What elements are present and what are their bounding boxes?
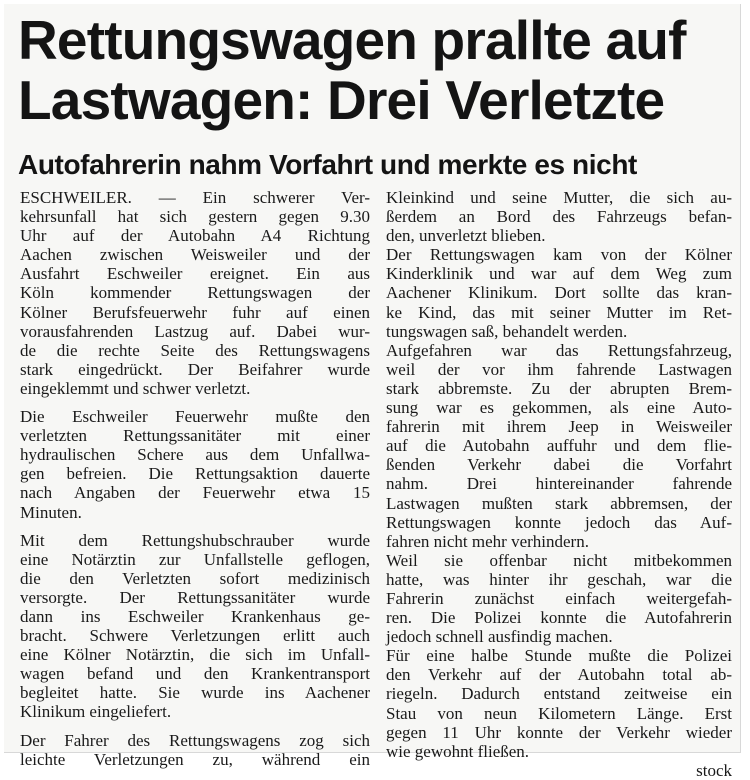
- text-line: nach Angaben der Feuerwehr etwa 15: [20, 483, 370, 503]
- text-line: begleitet hatte. Sie wurde ins Aachener: [20, 683, 370, 703]
- text-line: wie gewohnt fließen.: [386, 741, 530, 761]
- text-line: Fahrerin zunächst einfach weitergefah-: [386, 588, 732, 608]
- paragraph: [386, 341, 732, 551]
- headline-line-1: Rettungswagen prallte auf: [18, 9, 686, 71]
- text-line: Aufgefahren war das Rettungsfahrzeug,: [386, 340, 732, 360]
- text-line: hatte, was hinter ihr geschah, war die: [386, 569, 732, 589]
- text-line: Kölner Berufsfeuerwehr fuhr auf einen: [20, 302, 370, 322]
- text-line: den Verkehr auf der Autobahn total ab-: [386, 665, 732, 685]
- text-line: kehrsunfall hat sich gestern gegen 9.30: [20, 207, 370, 227]
- text-line: Kleinkind und seine Mutter, die sich au-: [386, 188, 732, 207]
- paragraph: [386, 646, 732, 761]
- text-line: Kinderklinik und war auf dem Weg zum: [386, 264, 732, 284]
- byline-paragraph: [386, 761, 732, 780]
- byline: stock: [696, 760, 732, 780]
- article-column-right: [386, 188, 732, 780]
- article-column-left: [20, 188, 370, 769]
- text-line: Aachen zwischen Weisweiler und der: [20, 245, 370, 265]
- text-line: de die rechte Seite des Rettungswagens: [20, 340, 370, 360]
- text-line: Ausfahrt Eschweiler ereignet. Ein aus: [20, 264, 370, 284]
- paragraph: [20, 531, 370, 722]
- text-line: Minuten.: [20, 502, 82, 522]
- text-line: Der Rettungswagen kam von der Kölner: [386, 245, 732, 265]
- text-line: Aachener Klinikum. Dort sollte das kran-: [386, 283, 732, 303]
- text-line: Für eine halbe Stunde mußte die Polizei: [386, 646, 732, 666]
- text-line: Weil sie offenbar nicht mitbekommen: [386, 550, 732, 570]
- text-line: wagen befand und den Krankentransport: [20, 664, 370, 684]
- paragraph: [20, 731, 370, 769]
- subheadline: Autofahrerin nahm Vorfahrt und merkte es nicht: [18, 149, 637, 180]
- text-line: bracht. Schwere Verletzungen erlitt auch: [20, 626, 370, 646]
- text-line: dann ins Eschweiler Krankenhaus ge-: [20, 606, 370, 626]
- paragraph: [20, 188, 370, 398]
- text-line: ßerdem an Bord des Fahrzeugs befan-: [386, 207, 732, 227]
- text-line: vorausfahrenden Lastzug auf. Dabei wur-: [20, 321, 370, 341]
- text-line: gen befreien. Die Rettungsaktion dauerte: [20, 464, 370, 484]
- text-line: Uhr auf der Autobahn A4 Richtung: [20, 226, 370, 246]
- text-line: Köln kommender Rettungswagen der: [20, 283, 370, 303]
- text-line: die den Verletzten sofort medizinisch: [20, 568, 370, 588]
- text-line: ESCHWEILER. — Ein schwerer Ver-: [20, 188, 370, 207]
- text-line: ßenden Verkehr dabei die Vorfahrt: [386, 455, 732, 475]
- text-line: den, unverletzt blieben.: [386, 226, 546, 246]
- text-line: ren. Die Polizei konnte die Autofahrerin: [386, 608, 732, 628]
- text-line: eine Notärztin zur Unfallstelle geflogen,: [20, 549, 370, 569]
- text-line: riegeln. Dadurch entstand zeitweise ein: [386, 684, 732, 704]
- text-line: Klinikum eingeliefert.: [20, 702, 172, 722]
- newspaper-clipping: [4, 4, 741, 780]
- text-line: Mit dem Rettungshubschrauber wurde: [20, 530, 370, 550]
- headline: [18, 10, 734, 130]
- text-line: tungswagen saß, behandelt werden.: [386, 321, 628, 341]
- text-line: hydraulischen Schere aus dem Unfallwa-: [20, 445, 370, 465]
- text-line: Der Fahrer des Rettungswagens zog sich: [20, 730, 370, 750]
- text-line: versorgte. Der Rettungssanitäter wurde: [20, 587, 370, 607]
- text-line: Rettungswagen konnte jedoch das Auf-: [386, 512, 732, 532]
- text-line: fahren nicht mehr verhindern.: [386, 531, 589, 551]
- text-line: gegen 11 Uhr konnte der Verkehr wieder: [386, 722, 732, 742]
- text-line: nahm. Drei hintereinander fahrende: [386, 474, 732, 494]
- text-line: eingeklemmt und schwer verletzt.: [20, 378, 251, 398]
- text-line: sung war es gekommen, als eine Auto-: [386, 398, 732, 418]
- text-line: verletzten Rettungssanitäter mit einer: [20, 426, 370, 446]
- text-line: Lastwagen mußten stark abbremsen, der: [386, 493, 732, 513]
- text-line: Stau von neun Kilometern Länge. Erst: [386, 703, 732, 723]
- text-line: eine Kölner Notärztin, die sich im Unfall-: [20, 645, 370, 665]
- paragraph: [386, 245, 732, 340]
- text-line: fahrerin mit ihrem Jeep in Weisweiler: [386, 417, 732, 437]
- text-line: Die Eschweiler Feuerwehr mußte den: [20, 407, 370, 427]
- text-line: stark eingedrückt. Der Beifahrer wurde: [20, 359, 370, 379]
- paragraph: [386, 551, 732, 646]
- paragraph: [20, 407, 370, 522]
- text-line: leichte Verletzungen zu, während ein: [20, 749, 370, 769]
- text-line: auf die Autobahn auffuhr und dem flie-: [386, 436, 732, 456]
- text-line: ke Kind, das mit seiner Mutter im Ret-: [386, 302, 732, 322]
- headline-line-2: Lastwagen: Drei Verletzte: [18, 69, 665, 131]
- text-line: jedoch schnell ausfindig machen.: [386, 627, 613, 647]
- text-line: stark abbremste. Zu der abrupten Brem-: [386, 378, 732, 398]
- text-line: weil der vor ihm fahrende Lastwagen: [386, 359, 732, 379]
- paragraph: [386, 188, 732, 245]
